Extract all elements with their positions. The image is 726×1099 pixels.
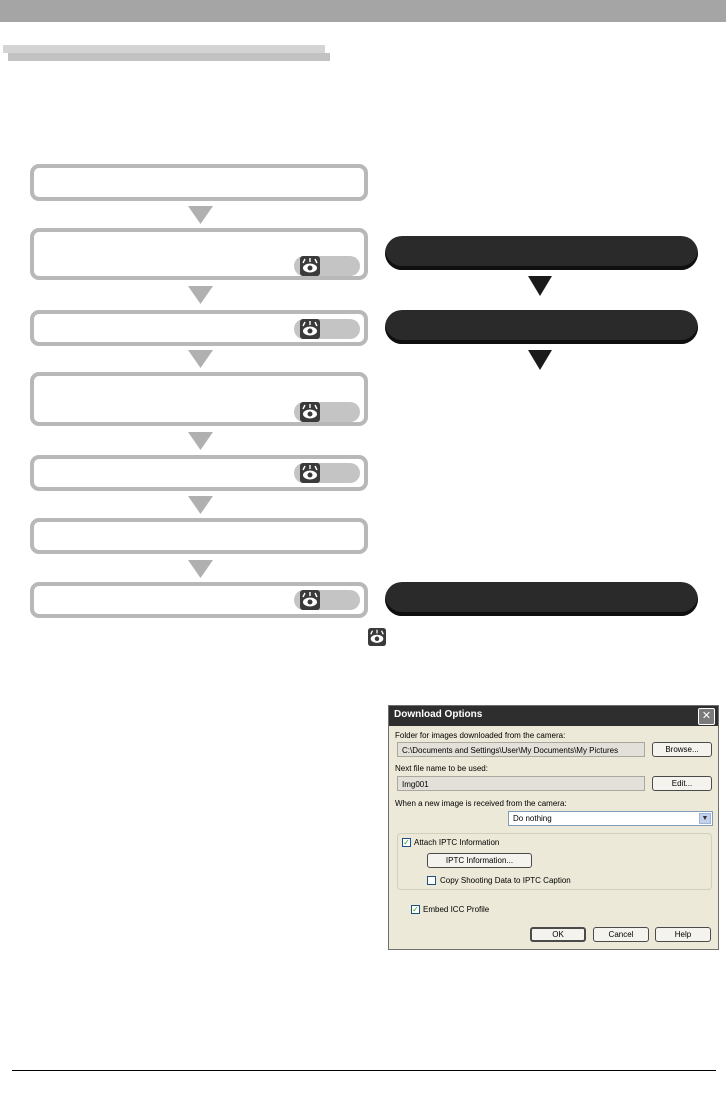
down-triangle-icon: [188, 286, 213, 304]
edit-button[interactable]: Edit...: [652, 776, 712, 791]
help-button[interactable]: Help: [655, 927, 711, 942]
down-triangle-icon: [188, 560, 213, 578]
eye-icon: [300, 319, 320, 339]
dialog-title: Download Options: [394, 709, 483, 720]
download-options-dialog: [388, 705, 719, 950]
iptc-information-button[interactable]: IPTC Information...: [427, 853, 532, 868]
flow-step-4: [30, 372, 368, 426]
flow-step-5: [30, 455, 368, 491]
section-heading-bar: [3, 45, 325, 53]
top-header-bar: [0, 0, 726, 22]
flow-pill-1: [385, 236, 698, 270]
folder-path-field[interactable]: C:\Documents and Settings\User\My Documents\My Pictures: [397, 742, 645, 757]
down-triangle-icon: [188, 496, 213, 514]
copy-shooting-checkbox[interactable]: [427, 876, 436, 885]
ok-button[interactable]: OK: [530, 927, 586, 942]
embed-icc-checkbox[interactable]: ✓: [412, 905, 419, 914]
next-file-field[interactable]: Img001: [397, 776, 645, 791]
chevron-down-icon[interactable]: ▼: [699, 813, 711, 824]
section-heading-bar-shadow: [8, 53, 330, 61]
dialog-title-bar[interactable]: [389, 706, 718, 726]
reference-badge: [294, 319, 360, 339]
flow-step-7: [30, 582, 368, 618]
down-triangle-icon: [528, 276, 552, 296]
bottom-rule: [12, 1070, 716, 1071]
eye-icon: [300, 402, 320, 422]
reference-badge: [294, 463, 360, 483]
down-triangle-icon: [188, 206, 213, 224]
flow-pill-3: [385, 582, 698, 616]
new-image-action-select[interactable]: [508, 811, 713, 826]
reference-badge: [294, 256, 360, 276]
eye-icon: [300, 256, 320, 276]
down-triangle-icon: [528, 350, 552, 370]
reference-badge: [294, 590, 360, 610]
cancel-button[interactable]: Cancel: [593, 927, 649, 942]
flow-step-2: [30, 228, 368, 280]
iptc-group: [397, 833, 712, 890]
close-icon[interactable]: ✕: [698, 708, 715, 725]
down-triangle-icon: [188, 350, 213, 368]
attach-iptc-label[interactable]: Attach IPTC Information: [414, 838, 500, 847]
embed-icc-label[interactable]: Embed ICC Profile: [423, 905, 490, 914]
eye-icon: [300, 590, 320, 610]
copy-shooting-label[interactable]: Copy Shooting Data to IPTC Caption: [440, 876, 571, 885]
selected-action: Do nothing: [513, 814, 552, 823]
flow-step-6: [30, 518, 368, 554]
flow-pill-2: [385, 310, 698, 344]
down-triangle-icon: [188, 432, 213, 450]
eye-icon: [300, 463, 320, 483]
flow-step-3: [30, 310, 368, 346]
browse-button[interactable]: Browse...: [652, 742, 712, 757]
attach-iptc-checkbox[interactable]: ✓: [403, 838, 410, 847]
folder-label: Folder for images downloaded from the camera:: [395, 731, 566, 740]
reference-badge: [294, 402, 360, 422]
next-file-label: Next file name to be used:: [395, 764, 488, 773]
new-image-label: When a new image is received from the camera:: [395, 799, 567, 808]
eye-icon: [368, 628, 386, 646]
flow-step-1: [30, 164, 368, 201]
